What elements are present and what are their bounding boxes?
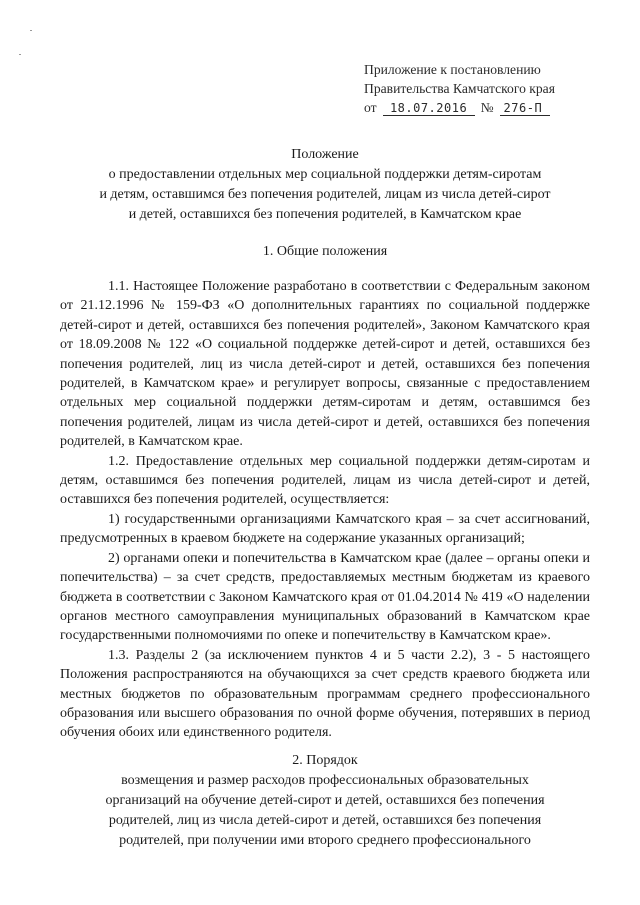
title-line-2: и детям, оставшимся без попечения родителей, лицам из числа детей-сирот	[99, 187, 551, 202]
section-2-title: 2. Порядок	[292, 753, 358, 768]
scan-speck	[19, 54, 21, 55]
section-1-heading: 1. Общие положения	[262, 244, 388, 259]
paragraph-1-2: 1.2. Предоставление отдельных мер социальной поддержки детям-сиротам и детям, оставшимся без попечения родителей, лицам из числа детей-сирот и детей, оставшихся без попечения родителей, осуществляется:	[60, 453, 590, 508]
paragraph-1-2-item-1: 1) государственными организациями Камчатского края – за счет ассигнований, предусмотренных в краевом бюджете на содержание указанных организаций;	[60, 511, 590, 547]
scan-speck	[30, 30, 32, 31]
appendix-date: 18.07.2016	[383, 101, 475, 116]
title-line-1: о предоставлении отдельных мер социальной поддержки детям-сиротам	[108, 167, 542, 182]
section-2-line-2: организаций на обучение детей-сирот и детей, оставшихся без попечения	[105, 793, 545, 808]
appendix-number-label: №	[480, 100, 494, 115]
appendix-from-label: от	[364, 100, 377, 115]
appendix-line-2: Правительства Камчатского края	[364, 81, 555, 96]
appendix-header	[364, 60, 614, 117]
appendix-line-1: Приложение к постановлению	[364, 62, 541, 77]
paragraph-1-2-item-2: 2) органами опеки и попечительства в Камчатском крае (далее – органы опеки и попечительства) – за счет средств, предоставляемых местным бюджетам из краевого бюджета в соответствии с Законом Камчатского края от 01.04.2014 № 419 «О наделении органов местного самоуправления муниципальных образований в Камчатском крае государственными полномочиями по опеке и попечительству в Камчатском крае».	[60, 550, 590, 644]
appendix-number: 276-П	[500, 101, 550, 116]
appendix-date-line	[364, 98, 614, 117]
section-2-heading	[60, 751, 590, 851]
section-1-body	[60, 277, 590, 743]
section-2-line-4: родителей, при получении ими второго среднего профессионального	[119, 833, 531, 848]
section-2-line-1: возмещения и размер расходов профессиональных образовательных	[121, 773, 529, 788]
title-heading: Положение	[291, 147, 359, 162]
section-2-line-3: родителей, лиц из числа детей-сирот и детей, оставшихся без попечения	[108, 813, 542, 828]
paragraph-1-3: 1.3. Разделы 2 (за исключением пунктов 4 и 5 части 2.2), 3 - 5 настоящего Положения распространяются на обучающихся за счет средств краевого бюджета или местных бюджетов по образовательным программам среднего профессионального образования или высшего образования по очной форме обучения, потерявших в период обучения обоих или единственного родителя.	[60, 647, 590, 741]
title-line-3: и детей, оставшихся без попечения родителей, в Камчатском крае	[128, 207, 522, 222]
document-title	[60, 145, 590, 225]
paragraph-1-1: 1.1. Настоящее Положение разработано в соответствии с Федеральным законом от 21.12.1996 № 159-ФЗ «О дополнительных гарантиях по социальной поддержке детей-сирот и детей, оставшихся без попечения родителей», Законом Камчатского края от 18.09.2008 № 122 «О социальной поддержке детей-сирот и детей, оставшихся без попечения родителей, лиц из числа детей-сирот и детей, оставшихся без попечения родителей, в Камчатском крае» и регулирует вопросы, связанные с предоставлением отдельных мер социальной поддержки детям-сиротам и детям, оставшимся без попечения родителей, лицам из числа детей-сирот и детей, оставшихся без попечения родителей, в Камчатском крае.	[60, 279, 590, 450]
